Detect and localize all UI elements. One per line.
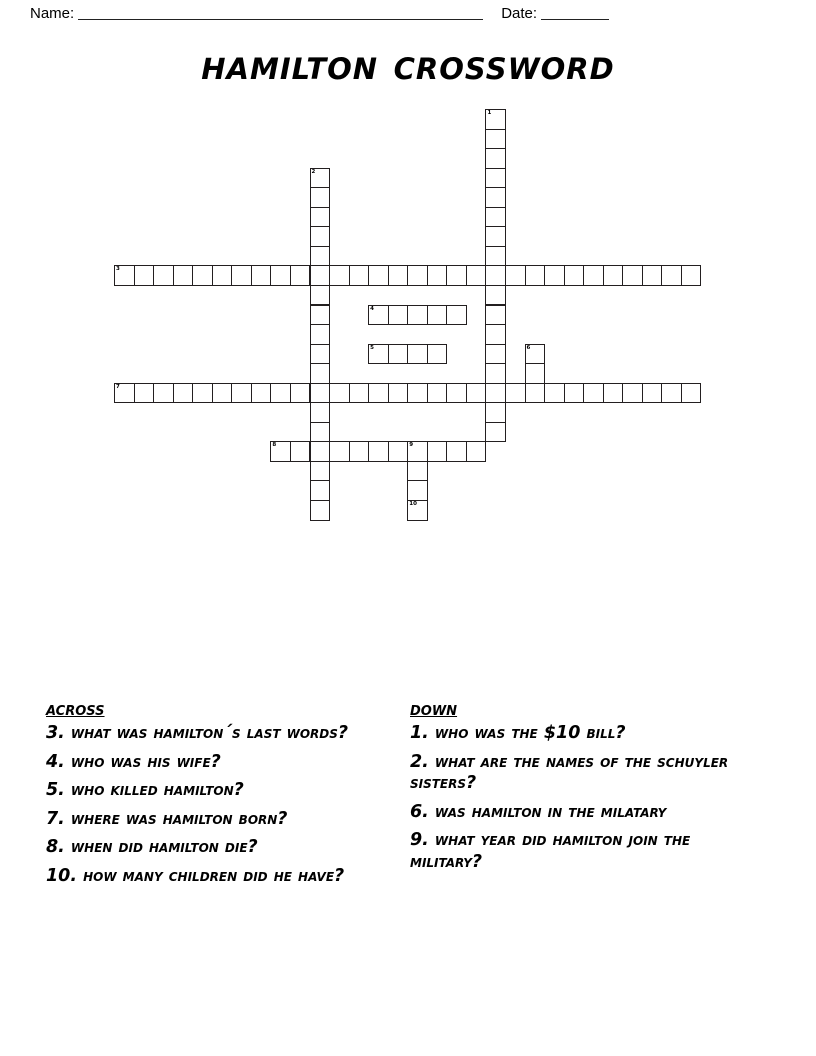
crossword-cell[interactable]	[466, 265, 487, 286]
crossword-cell[interactable]	[485, 383, 506, 404]
crossword-cell[interactable]	[329, 383, 350, 404]
clue-number: 8.	[46, 837, 65, 858]
crossword-cell[interactable]	[310, 344, 331, 365]
crossword-cell[interactable]	[251, 265, 272, 286]
crossword-cell[interactable]	[485, 422, 506, 443]
crossword-cell[interactable]	[446, 265, 467, 286]
crossword-cell[interactable]	[485, 363, 506, 384]
page-title: hamilton crossword	[201, 40, 615, 89]
crossword-cell[interactable]	[485, 305, 506, 326]
crossword-cell[interactable]	[583, 265, 604, 286]
crossword-cell[interactable]	[310, 207, 331, 228]
crossword-cell[interactable]	[290, 265, 311, 286]
crossword-cell[interactable]	[134, 265, 155, 286]
crossword-cell[interactable]	[270, 383, 291, 404]
crossword-cell[interactable]	[290, 383, 311, 404]
clue-number: 1.	[410, 723, 429, 744]
cell-number: 1	[487, 110, 492, 116]
clue-item	[46, 752, 391, 774]
crossword-cell[interactable]	[310, 265, 331, 286]
crossword-cell[interactable]	[310, 285, 331, 306]
clue-item	[46, 837, 391, 859]
crossword-cell[interactable]	[525, 265, 546, 286]
clue-text: was hamilton in the milatary	[434, 801, 667, 822]
clue-item	[46, 866, 391, 888]
crossword-cell[interactable]	[485, 168, 506, 189]
crossword-cell[interactable]	[388, 305, 409, 326]
cell-number: 8	[272, 442, 277, 449]
crossword-cell[interactable]	[642, 265, 663, 286]
crossword-cell[interactable]	[388, 265, 409, 286]
crossword-cell[interactable]	[505, 265, 526, 286]
crossword-cell[interactable]	[212, 265, 233, 286]
crossword-cell[interactable]	[564, 265, 585, 286]
crossword-cell[interactable]	[505, 383, 526, 404]
cell-number: 7	[116, 383, 120, 390]
crossword-cell[interactable]	[231, 383, 252, 404]
crossword-cell[interactable]	[212, 383, 233, 404]
cell-number: 3	[116, 266, 120, 273]
crossword-cell[interactable]	[349, 383, 370, 404]
crossword-cell[interactable]	[310, 461, 331, 482]
clue-text: when did hamilton die?	[70, 837, 258, 858]
crossword-cell[interactable]	[446, 441, 467, 462]
crossword-cell[interactable]	[134, 383, 155, 404]
crossword-cell[interactable]	[466, 441, 487, 462]
crossword-cell[interactable]	[407, 480, 428, 501]
date-label: Date:	[501, 4, 538, 22]
crossword-cell[interactable]	[349, 441, 370, 462]
across-clue-list	[46, 698, 391, 894]
clue-item	[410, 802, 750, 824]
crossword-cell[interactable]	[388, 441, 409, 462]
crossword-cell[interactable]	[485, 129, 506, 150]
crossword-cell[interactable]	[173, 383, 194, 404]
crossword-cell[interactable]	[427, 305, 448, 326]
crossword-cell[interactable]	[407, 265, 428, 286]
crossword-cell[interactable]	[153, 383, 174, 404]
crossword-cell[interactable]	[368, 344, 389, 365]
crossword-cell[interactable]	[661, 383, 682, 404]
clue-number: 2.	[410, 751, 429, 772]
down-clue-list	[410, 698, 750, 880]
crossword-cell[interactable]	[329, 441, 350, 462]
crossword-cell[interactable]	[525, 383, 546, 404]
crossword-cell[interactable]	[329, 265, 350, 286]
crossword-cell[interactable]	[446, 305, 467, 326]
crossword-cell[interactable]	[310, 324, 331, 345]
crossword-cell[interactable]	[310, 246, 331, 267]
crossword-cell[interactable]	[427, 441, 448, 462]
crossword-cell[interactable]	[407, 441, 428, 462]
clue-item	[46, 723, 391, 745]
crossword-cell[interactable]	[681, 383, 702, 404]
crossword-cell[interactable]	[310, 226, 331, 247]
crossword-cell[interactable]	[407, 305, 428, 326]
crossword-cell[interactable]	[368, 383, 389, 404]
crossword-cell[interactable]	[427, 344, 448, 365]
crossword-cell[interactable]	[368, 265, 389, 286]
crossword-cell[interactable]	[485, 324, 506, 345]
crossword-cell[interactable]	[368, 305, 389, 326]
crossword-cell[interactable]	[310, 168, 331, 189]
clue-number: 3.	[46, 723, 65, 744]
cell-number: 9	[409, 442, 414, 449]
down-heading: down	[410, 698, 458, 720]
clue-item	[410, 830, 750, 873]
crossword-cell[interactable]	[564, 383, 585, 404]
crossword-cell[interactable]	[407, 383, 428, 404]
cell-number: 2	[311, 168, 316, 175]
crossword-cell[interactable]	[544, 383, 565, 404]
clue-text: who was the $10 bill?	[434, 723, 626, 744]
crossword-cell[interactable]	[485, 246, 506, 267]
crossword-cell[interactable]	[270, 441, 291, 462]
crossword-cell[interactable]	[192, 383, 213, 404]
crossword-cell[interactable]	[661, 265, 682, 286]
crossword-cell[interactable]	[192, 265, 213, 286]
name-label: Name:	[30, 4, 75, 22]
crossword-cell[interactable]	[114, 265, 135, 286]
crossword-cell[interactable]	[466, 383, 487, 404]
clue-number: 4.	[46, 751, 65, 772]
crossword-cell[interactable]	[114, 383, 135, 404]
crossword-cell[interactable]	[583, 383, 604, 404]
clue-number: 10.	[46, 865, 78, 886]
cell-number: 6	[526, 344, 531, 351]
clue-item	[46, 809, 391, 831]
crossword-cell[interactable]	[310, 480, 331, 501]
crossword-cell[interactable]	[427, 383, 448, 404]
crossword-cell[interactable]	[290, 441, 311, 462]
crossword-cell[interactable]	[153, 265, 174, 286]
crossword-cell[interactable]	[485, 226, 506, 247]
crossword-cell[interactable]	[388, 383, 409, 404]
crossword-cell[interactable]	[485, 207, 506, 228]
crossword-cell[interactable]	[603, 265, 624, 286]
clue-text: what are the names of the schuyler sisters?	[410, 751, 729, 794]
clue-number: 9.	[410, 830, 429, 851]
crossword-cell[interactable]	[622, 265, 643, 286]
crossword-cell[interactable]	[310, 441, 331, 462]
crossword-cell[interactable]	[231, 265, 252, 286]
crossword-cell[interactable]	[427, 265, 448, 286]
crossword-cell[interactable]	[368, 441, 389, 462]
crossword-cell[interactable]	[642, 383, 663, 404]
crossword-cell[interactable]	[485, 402, 506, 423]
clue-text: what was hamilton´s last words?	[70, 723, 349, 744]
cell-number: 5	[370, 344, 374, 351]
clue-item	[410, 723, 750, 745]
cell-number: 4	[370, 305, 374, 312]
clue-number: 5.	[46, 780, 65, 801]
cell-number: 10	[409, 501, 417, 507]
crossword-cell[interactable]	[270, 265, 291, 286]
crossword-cell[interactable]	[485, 148, 506, 169]
crossword-cell[interactable]	[485, 187, 506, 208]
crossword-cell[interactable]	[407, 461, 428, 482]
clue-text: what year did hamilton join the military?	[410, 830, 691, 872]
crossword-cell[interactable]	[485, 109, 506, 130]
crossword-cell[interactable]	[310, 500, 331, 521]
crossword-cell[interactable]	[407, 500, 428, 521]
crossword-cell[interactable]	[603, 383, 624, 404]
clue-text: where was hamilton born?	[70, 808, 288, 829]
clue-item	[410, 752, 750, 795]
crossword-cell[interactable]	[310, 363, 331, 384]
crossword-cell[interactable]	[525, 344, 546, 365]
crossword-cell[interactable]	[681, 265, 702, 286]
crossword-cell[interactable]	[310, 305, 331, 326]
clue-text: how many children did he have?	[83, 865, 345, 886]
crossword-cell[interactable]	[446, 383, 467, 404]
across-heading: across	[46, 698, 105, 720]
crossword-cell[interactable]	[251, 383, 272, 404]
crossword-cell[interactable]	[407, 344, 428, 365]
clue-text: who was his wife?	[70, 751, 221, 772]
clue-number: 7.	[46, 808, 65, 829]
crossword-cell[interactable]	[485, 285, 506, 306]
crossword-cell[interactable]	[310, 187, 331, 208]
crossword-cell[interactable]	[485, 344, 506, 365]
crossword-cell[interactable]	[310, 402, 331, 423]
crossword-cell[interactable]	[173, 265, 194, 286]
clue-text: who killed hamilton?	[70, 780, 244, 801]
crossword-cell[interactable]	[388, 344, 409, 365]
crossword-cell[interactable]	[544, 265, 565, 286]
clue-item	[46, 780, 391, 802]
clue-number: 6.	[410, 801, 429, 822]
crossword-cell[interactable]	[622, 383, 643, 404]
crossword-cell[interactable]	[310, 422, 331, 443]
crossword-cell[interactable]	[310, 383, 331, 404]
crossword-cell[interactable]	[525, 363, 546, 384]
crossword-cell[interactable]	[349, 265, 370, 286]
crossword-cell[interactable]	[485, 265, 506, 286]
